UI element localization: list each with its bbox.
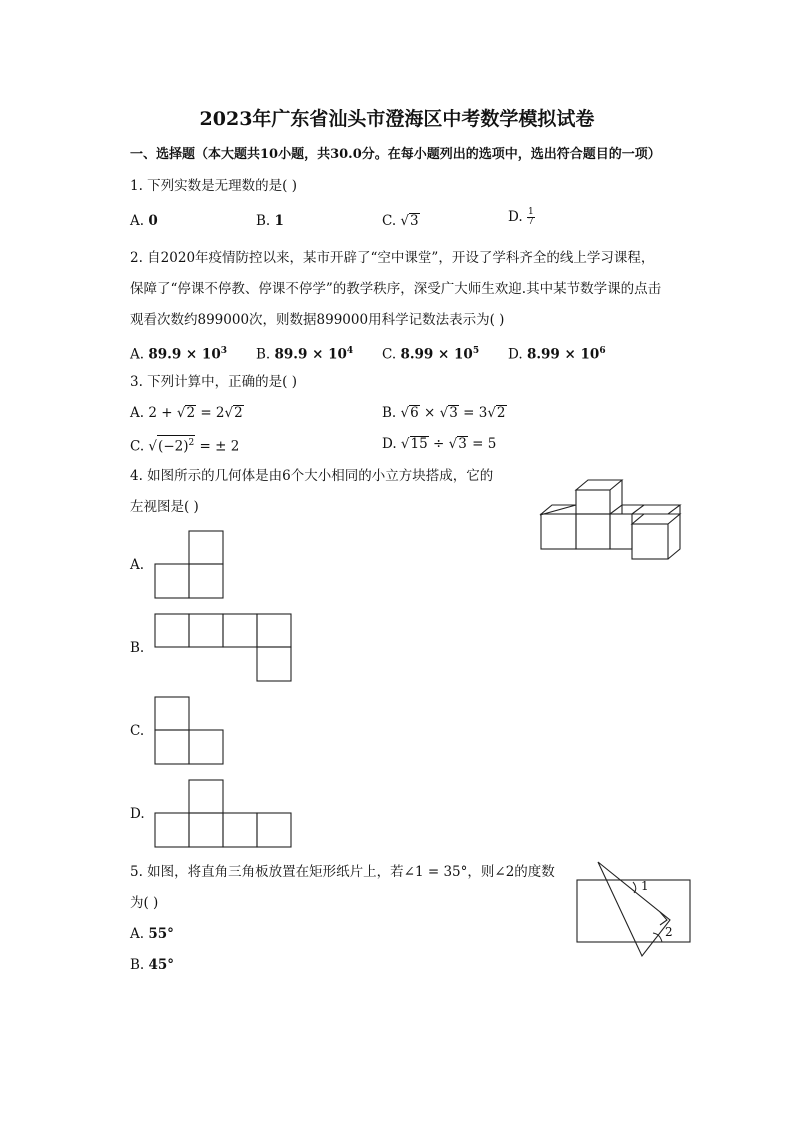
radicand: 6 [410,405,419,421]
q4-option-d-figure [155,780,293,848]
option-value: 0 [148,213,158,229]
numerator: 1 [527,207,534,217]
q4-option-c-label: C. [130,723,145,739]
q5-option-b [130,956,174,974]
denominator: 7 [527,217,534,227]
option-label: A. [130,213,145,229]
radicand: 3 [458,436,467,452]
option-label: B. [256,213,271,229]
page-title: 2023年广东省汕头市澄海区中考数学模拟试卷 [199,108,595,130]
exponent: 4 [346,346,354,356]
q3-option-a: A. 2 + √2 = 2√2 [130,405,243,421]
option-label: C. [382,346,397,363]
exponent: 3 [220,346,227,356]
expr-part: = 5 [467,436,497,452]
q4-option-b-label: B. [130,640,145,656]
q4-line-1: 4. 如图所示的几何体是由6个大小相同的小立方块搭成，它的 [130,468,494,484]
expr-part: (−2) [158,438,189,455]
fraction [527,208,535,227]
q1-option-d [508,208,535,227]
option-label: A. [130,405,145,421]
option-label: A. [130,346,145,363]
q4-option-b-figure [155,614,293,682]
q4-option-d-label: D. [130,806,145,822]
q3-option-b: B. √6 × √3 = 3√2 [382,405,506,421]
q3-stem: 3. 下列计算中，正确的是( ) [130,374,297,390]
option-label: B. [382,405,397,421]
angle-2-label: 2 [665,925,673,939]
radicand: 3 [449,405,458,421]
cube-solid-figure [540,480,692,552]
option-value: 55° [148,926,174,942]
expr-part: = 3 [458,405,488,421]
option-label: D. [508,209,523,225]
q2-option-b [256,342,353,364]
option-label: D. [508,346,523,363]
option-label: B. [256,346,271,363]
option-label: D. [382,436,397,452]
q1-stem: 1. 下列实数是无理数的是( ) [130,178,297,194]
q5-line-2: 为( ) [130,895,159,911]
radicand [157,435,195,454]
q5-option-a [130,925,174,943]
radicand: 15 [410,436,428,452]
section-heading: 一、选择题（本大题共10小题，共30.0分。在每小题列出的选项中，选出符合题目的一项） [130,147,661,162]
expr-part: ÷ [428,436,449,452]
q1-option-b [256,212,284,230]
option-label: A. [130,926,145,942]
expr-part: = 2 [196,405,225,421]
q1-option-c: C. √3 [382,213,419,229]
expr-part: = ± 2 [195,438,240,455]
q2-option-d [508,342,606,364]
option-label: C. [382,213,397,229]
option-value: 89.9 × 10 [274,346,347,363]
expr-part: × [419,405,440,421]
q5-line-1: 5. 如图，将直角三角板放置在矩形纸片上，若∠1 = 35°，则∠2的度数 [130,864,555,880]
q4-line-2: 左视图是( ) [130,499,199,515]
q2-option-c [382,342,479,364]
q1-option-a [130,212,158,230]
q2-line-3: 观看次数约899000次，则数据899000用科学记数法表示为( ) [130,312,505,328]
option-label: C. [130,438,145,455]
q3-option-c: C. $√(-2)^2$ = ± 2 [130,435,239,456]
option-value: 45° [148,957,175,973]
triangle-rectangle-figure [572,862,696,962]
angle-1-label: 1 [641,879,649,893]
radicand: 2 [186,405,196,421]
radicand: 2 [496,405,506,421]
radicand: 2 [234,405,243,421]
expr-part: 2 + [148,405,177,421]
q3-option-d: D. √15 ÷ √3 = 5 [382,436,497,452]
q2-option-a [130,342,227,364]
option-value: 8.99 × 10 [400,346,473,363]
q2-line-2: 保障了“停课不停教、停课不停学”的教学秩序，深受广大师生欢迎.其中某节数学课的点击 [130,281,662,297]
q4-option-a-figure [155,531,225,599]
exponent: 5 [472,346,480,356]
q4-option-c-figure [155,697,225,765]
q2-line-1: 2. 自2020年疫情防控以来，某市开辟了“空中课堂”，开设了学科齐全的线上学习课程， [130,250,655,266]
q4-option-a-label: A. [130,557,145,573]
option-value: 1 [274,213,284,229]
exponent: 2 [188,438,195,448]
option-value: 89.9 × 10 [148,346,221,363]
radicand: 3 [410,213,419,229]
option-label: B. [130,957,145,973]
option-value: 8.99 × 10 [526,346,600,363]
exponent: 6 [599,346,606,356]
